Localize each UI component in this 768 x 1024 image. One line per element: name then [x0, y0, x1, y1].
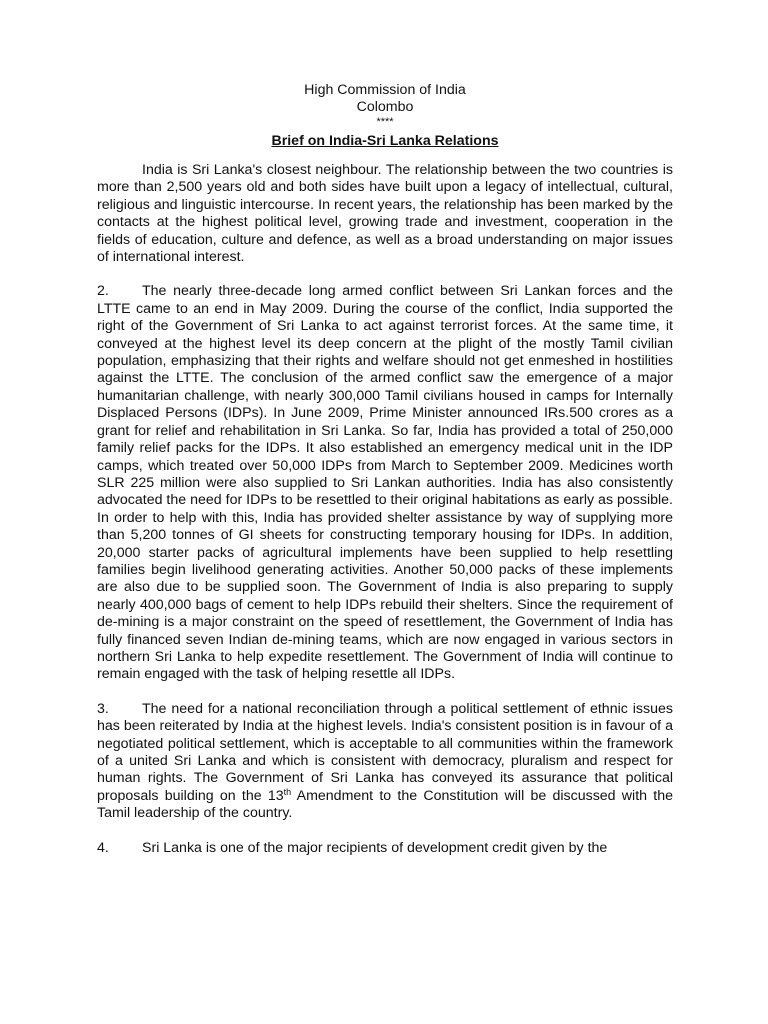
paragraph-2-number: 2.	[97, 283, 109, 300]
paragraph-4	[97, 840, 673, 857]
paragraph-3-text-a: The need for a national reconciliation through a political settlement of ethnic issues has been reiterated by India at the highest levels. India's consistent position is in favour of a negotiated political settlement, which is acceptable to all communities within the framework of a united Sri Lanka and which is consistent with democracy, pluralism and respect for human rights. The Government of Sri Lanka has conveyed its assurance that political proposals building on the 13	[97, 700, 673, 804]
paragraph-3-number: 3.	[97, 700, 109, 717]
superscript-th: th	[283, 786, 292, 797]
document-page	[97, 82, 673, 874]
paragraph-2-text: The nearly three-decade long armed conflict between Sri Lankan forces and the LTTE came to an end in May 2009. During the course of the conflict, India supported the right of the Government of Sri Lanka to act against terrorist forces. At the same time, it conveyed at the highest level its deep concern at the plight of the mostly Tamil civilian population, emphasizing that their rights and welfare should not get enmeshed in hostilities against the LTTE. The conclusion of the armed conflict saw the emergence of a major humanitarian challenge, with nearly 300,000 Tamil civilians housed in camps for Internally Displaced Persons (IDPs). In June 2009, Prime Minister announced IRs.500 crores as a grant for relief and rehabilitation in Sri Lanka. So far, India has provided a total of 250,000 family relief packs for the IDPs. It also established an emergency medical unit in the IDP camps, which treated over 50,000 IDPs from March to September 2009. Medicines worth SLR 225 million were also supplied to Sri Lankan authorities. India has also consistently advocated the need for IDPs to be resettled to their original habitations as early as possible. In order to help with this, India has provided shelter assistance by way of supplying more than 5,200 tonnes of GI sheets for constructing temporary housing for IDPs. In addition, 20,000 starter packs of agricultural implements have been supplied to help resettling families begin livelihood generating activities. Another 50,000 packs of these implements are also due to be supplied soon. The Government of India is also preparing to supply nearly 400,000 bags of cement to help IDPs rebuild their shelters. Since the requirement of de-mining is a major constraint on the speed of resettlement, the Government of India has fully financed seven Indian de-mining teams, which are now engaged in various sectors in northern Sri Lanka to help expedite resettlement. The Government of India will continue to remain engaged with the task of helping resettle all IDPs.	[97, 283, 673, 683]
paragraph-1: India is Sri Lanka's closest neighbour. The relationship between the two countries is more than 2,500 years old and both sides have built upon a legacy of intellectual, cultural, religious and linguistic intercourse. In recent years, the relationship has been marked by the contacts at the highest political level, growing trade and investment, cooperation in the fields of education, culture and defence, as well as a broad understanding on major issues of international interest.	[97, 162, 673, 266]
document-title: Brief on India-Sri Lanka Relations	[271, 133, 499, 149]
paragraph-2	[97, 283, 673, 683]
separator-stars: ****	[376, 116, 394, 128]
paragraph-3-text-b: Amendment to the Constitution will be discussed with the Tamil leadership of the country.	[97, 787, 673, 822]
paragraph-3	[97, 701, 673, 823]
paragraph-4-number: 4.	[97, 839, 109, 856]
city-name: Colombo	[356, 99, 414, 115]
paragraph-4-text: Sri Lanka is one of the major recipients of development credit given by the	[142, 839, 608, 856]
organization-name: High Commission of India	[304, 82, 466, 98]
